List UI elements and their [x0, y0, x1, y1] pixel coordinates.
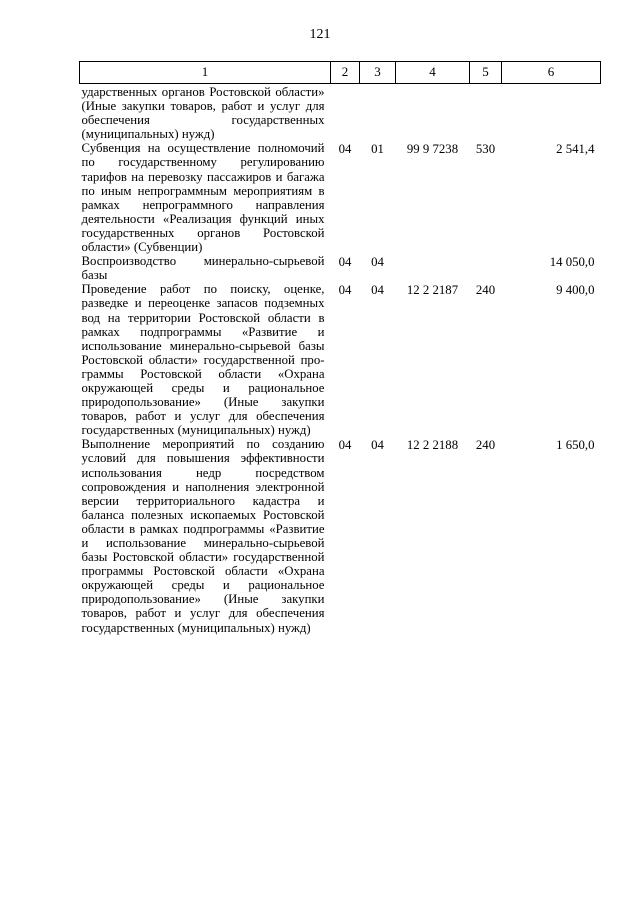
row-expense-type	[470, 84, 502, 142]
row-expense-type: 240	[475, 438, 496, 453]
table-row	[80, 141, 601, 254]
row-expense-type: 530	[475, 142, 496, 157]
row-name: Субвенция на осуществление полномочий по государственному регулированию тарифов на перевозку пассажиров и багажа по иным непрограммным мероприятиям в рамках непрограммного направления деятельности «Реализация функций иных государственных органов Ростовской области» (Субвенции)	[81, 141, 325, 255]
header-col-1: 1	[80, 62, 331, 84]
table-row	[80, 282, 601, 437]
row-subsection: 04	[371, 255, 384, 270]
row-name: ударственных органов Ростовской области» (Иные закупки товаров, работ и услуг для обеспечения государственных (муниципальных) нужд)	[81, 85, 325, 142]
row-subsection: 01	[371, 142, 384, 157]
row-section: 04	[338, 438, 352, 453]
table-row	[80, 437, 601, 634]
header-col-3: 3	[360, 62, 396, 84]
row-amount: 2 541,4	[556, 142, 595, 157]
row-target: 99 9 7238	[406, 142, 459, 157]
row-section: 04	[338, 283, 352, 298]
budget-table	[79, 61, 601, 635]
row-target: 12 2 2187	[406, 283, 459, 298]
row-subsection: 04	[371, 438, 384, 453]
table-header-row	[80, 62, 601, 84]
table-row	[80, 254, 601, 282]
header-col-2: 2	[331, 62, 360, 84]
header-col-4: 4	[396, 62, 470, 84]
header-col-6: 6	[502, 62, 601, 84]
header-col-5: 5	[470, 62, 502, 84]
row-section: 04	[338, 255, 352, 270]
row-target	[396, 254, 470, 282]
row-section	[331, 84, 360, 142]
page-number: 121	[309, 27, 331, 42]
row-section: 04	[338, 142, 352, 157]
row-expense-type: 240	[475, 283, 496, 298]
table-row	[80, 84, 601, 142]
row-target: 12 2 2188	[406, 438, 459, 453]
row-amount: 9 400,0	[556, 283, 595, 298]
row-amount	[502, 84, 601, 142]
row-amount: 14 050,0	[549, 255, 595, 270]
row-name: Воспроизводство минерально-сырьевой базы	[81, 254, 325, 283]
row-expense-type	[470, 254, 502, 282]
row-subsection: 04	[371, 283, 384, 298]
row-subsection	[360, 84, 396, 142]
row-name: Выполнение мероприятий по созданию условий для повышения эффективности использования недр посредством сопровождения и наполнения электронной версии территориального кадастра и баланса полезных ископаемых Ростовской области в рамках подпрограммы «Развитие и использование минерально-сырьевой базы Ростовской области» государственной программы Ростовской области «Охрана окружающей среды и рациональное природопользование» (Иные закупки товаров, работ и услуг для обеспечения государственных (муниципальных) нужд)	[81, 437, 325, 635]
row-name: Проведение работ по поиску, оценке, разведке и переоценке запасов подземных вод на территории Ростовской области в рамках подпрограммы «Развитие и использование минерально-сырьевой базы Ростовской области» государственной программы Ростовской области «Охрана окружающей среды и рациональное природопользование» (Иные закупки товаров, работ и услуг для обеспечения государственных (муниципальных) нужд)	[81, 282, 325, 438]
row-amount: 1 650,0	[556, 438, 595, 453]
row-target	[396, 84, 470, 142]
